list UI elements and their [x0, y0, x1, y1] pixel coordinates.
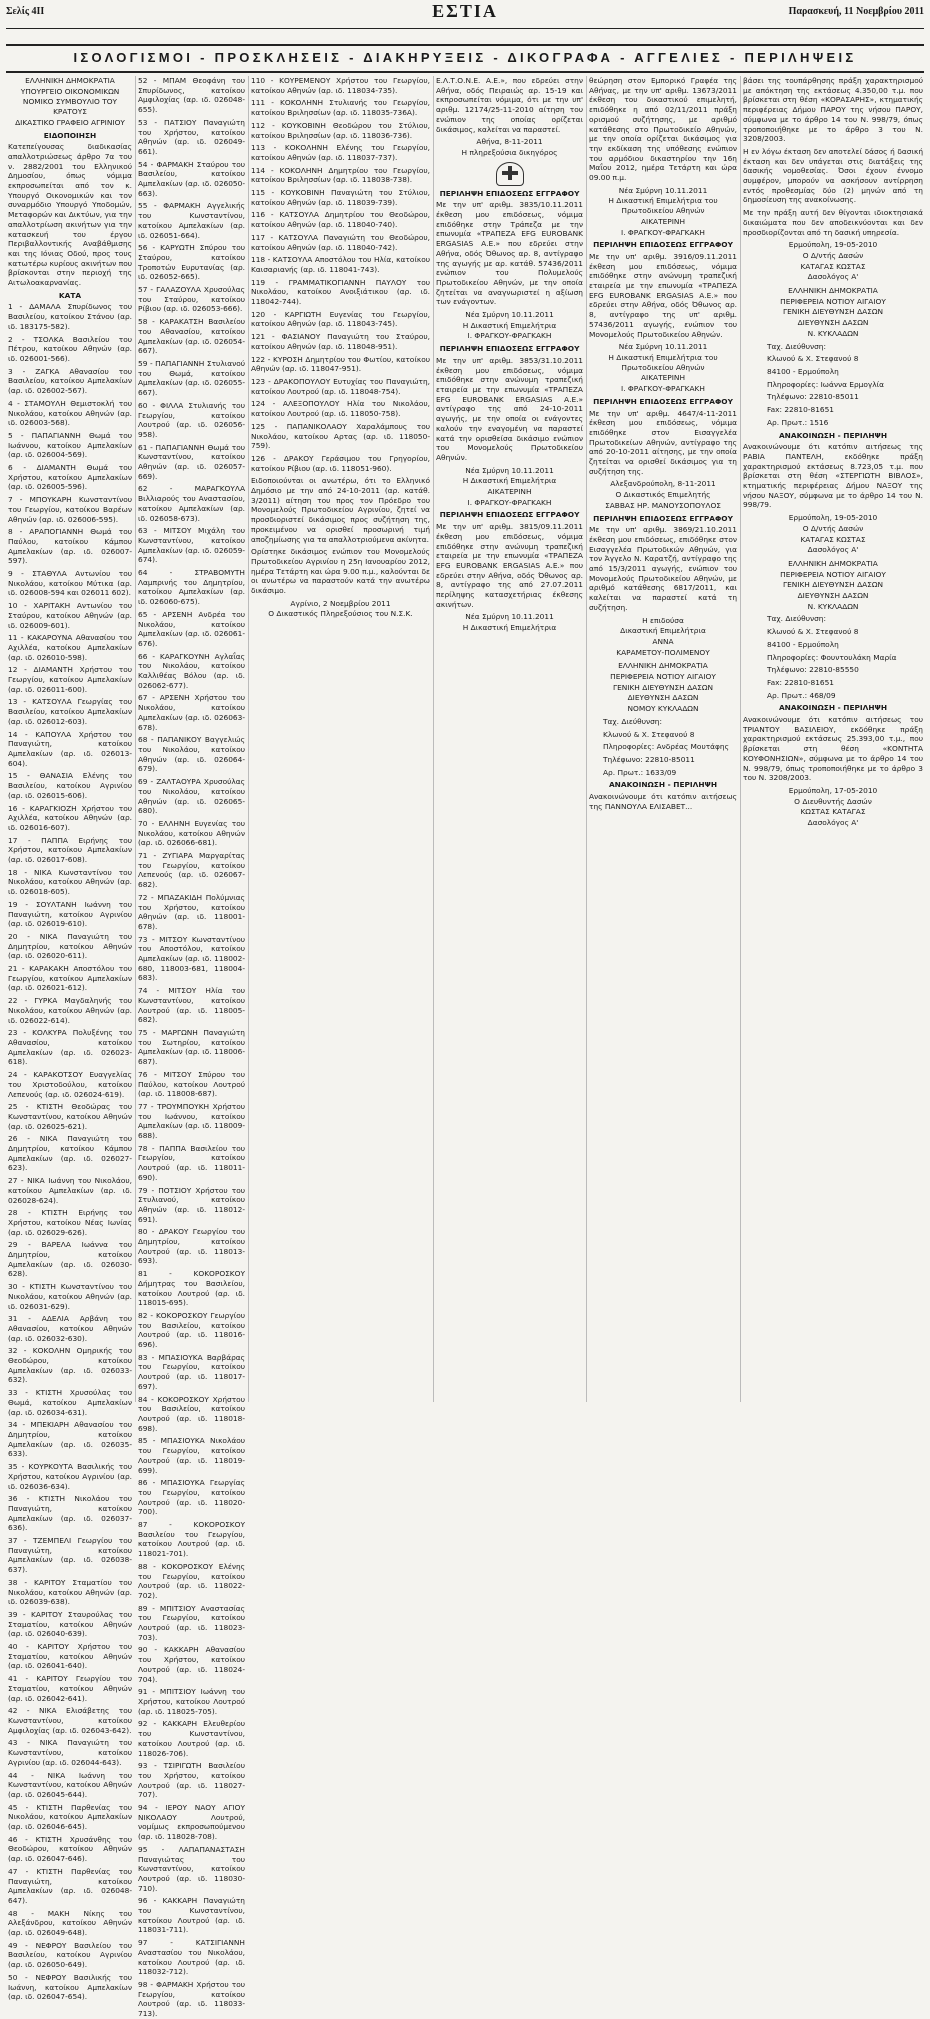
address-line: Τηλέφωνο: 22810-85011 — [767, 392, 859, 402]
notice-heading: ΠΕΡΙΛΗΨΗ ΕΠΙΔΟΣΕΩΣ ΕΓΓΡΑΦΟΥ — [439, 188, 580, 198]
owner-entry: 22 - ΓΥΡΚΑ Μαγδαληνής του Νικολάου, κατοίκου Αθηνών (αρ. ιδ. 026022-614). — [8, 996, 132, 1025]
owner-entry: 11 - ΚΑΚΑΡΟΥΝΑ Αθανασίου του Αχιλλέα, κατοίκου Αμπελακίων (αρ. ιδ. 026010-598). — [8, 633, 132, 662]
owner-entry: 114 - ΚΟΚΟΛΗΝΗ Δημητρίου του Γεωργίου, κατοίκου Βριλησσίων (αρ. ιδ. 118038-738). — [251, 165, 430, 185]
org-line: ΓΕΝΙΚΗ ΔΙΕΥΘΥΝΣΗ ΔΑΣΩΝ — [782, 580, 884, 590]
org-line: ΕΛΛΗΝΙΚΗ ΔΗΜΟΚΡΑΤΙΑ — [788, 286, 878, 296]
owner-list — [138, 76, 245, 2019]
owner-entry: 66 - ΚΑΡΑΓΚΟΥΝΗ Αγλαΐας του Νικολάου, κατοίκου Καλλιθέας Βόλου (αρ. ιδ. 026062-677). — [138, 651, 245, 690]
signature-line: Νέα Σμύρνη 10.11.2011 — [618, 185, 708, 195]
signature-line: Δικαστική Επιμελήτρια — [620, 626, 706, 636]
owner-entry: 47 - ΚΤΙΣΤΗ Παρθενίας του Παναγιώτη, κατοίκου Αμπελακίων (αρ. ιδ. 026048-647). — [8, 1866, 132, 1905]
section-banner: ΙΣΟΛΟΓΙΣΜΟΙ - ΠΡΟΣΚΛΗΣΕΙΣ - ΔΙΑΚΗΡΥΞΕΙΣ - ΔΙΚΟΓΡΑΦΑ - ΑΓΓΕΛΙΕΣ - ΠΕΡΙΛΗΨΕΙΣ — [73, 50, 857, 65]
owner-entry: 21 - ΚΑΡΑΚΑΚΗ Αποστόλου του Γεωργίου, κατοίκου Αμπελακίων (αρ. ιδ. 026021-612). — [8, 964, 132, 993]
top-rule — [6, 28, 924, 29]
owner-entry: 26 - ΝΙΚΑ Παναγιώτη του Δημητρίου, κατοίκου Κάμπου Αμπελακίων (αρ. ιδ. 026027-623). — [8, 1134, 132, 1173]
signature-line: Ο Δ/ντής Δασών — [802, 523, 864, 533]
notice-body: Ειδοποιούνται οι ανωτέρω, ότι το Ελληνικό Δημόσιο με την από 24-10-2011 (αρ. κατάθ. 3/2011) αίτηση του προς τον Πρόεδρο του Μονομελούς Πρωτοδικείου Αγρινίου, ζητεί να προσδιοριστεί δικάσιμος προς συζήτηση της, προκειμένου να ορισθεί προσωρινή τιμή αποζημίωσης για τα απαλλοτριούμενα ακίνητα. — [251, 476, 430, 544]
address-line: Κλωνού & Χ. Στεφανού 8 — [767, 354, 859, 364]
owner-entry: 45 - ΚΤΙΣΤΗ Παρθενίας του Νικολάου, κατοίκου Αμπελακίων (αρ. ιδ. 026046-645). — [8, 1802, 132, 1832]
owner-entry: 28 - ΚΤΙΣΤΗ Ειρήνης του Χρήστου, κατοίκου Νέας Ιωνίας (αρ. ιδ. 026029-626). — [8, 1208, 132, 1237]
notice-heading: ΕΙΔΟΠΟΙΗΣΗ — [43, 130, 97, 140]
kata-heading: ΚΑΤΑ — [58, 290, 82, 300]
notice-body: Ανακοινώνουμε ότι κατόπιν αιτήσεως της ΠΑΝΝΟΥΛΑ ΕΛΙΣΑΒΕΤ... — [589, 792, 737, 811]
notice-body: Ανακοινώνουμε ότι κατόπιν αιτήσεως της ΡΑΒΙΑ ΠΑΝΤΕΛΗ, εκδόθηκε πράξη χαρακτηρισμού εκτάσεως 8.723,05 τ.μ. που βρίσκεται στη θέση «ΣΤΕΡΓΙΩΤΗ ΒΙΒΛΟΣ», κτηματικής περιφέρειας Δήμου ΝΑΞΟΥ της νήσου ΝΑΞΟΥ, σύμφωνα με το άρθρο 14 του Ν. 998/79. — [743, 442, 923, 510]
owner-entry: 41 - ΚΑΡΙΤΟΥ Γεωργίου του Σταματίου, κατοίκου Αθηνών (αρ. ιδ. 026042-641). — [8, 1674, 132, 1703]
address-line: Τηλέφωνο: 22810-85011 — [603, 755, 695, 764]
org-line: ΥΠΟΥΡΓΕΙΟ ΟΙΚΟΝΟΜΙΚΩΝ — [20, 86, 120, 96]
column-3 — [251, 76, 430, 1402]
owner-entry: 37 - ΤΖΕΜΠΕΛΙ Γεωργίου του Παναγιώτη, κατοίκου Αμπελακίων (αρ. ιδ. 026038-637). — [8, 1536, 132, 1575]
owner-entry: 112 - ΚΟΥΚΟΒΙΝΗ Θεοδώρου του Στύλιου, κατοίκου Βριλησσίων (αρ. ιδ. 118036-736). — [251, 120, 430, 140]
signature-line: ΚΩΣΤΑΣ ΚΑΤΑΓΑΣ — [800, 807, 866, 817]
owner-entry: 39 - ΚΑΡΙΤΟΥ Σταυρούλας του Σταματίου, κατοίκου Αθηνών (αρ. ιδ. 026040-639). — [8, 1609, 132, 1639]
owner-entry: 79 - ΠΟΤΣΙΟΥ Χρήστου του Στυλιανού, κατοίκου Αθηνών (αρ. ιδ. 118012-691). — [138, 1185, 245, 1224]
org-line: ΕΛΛΗΝΙΚΗ ΔΗΜΟΚΡΑΤΙΑ — [788, 558, 878, 568]
notice-heading: ΑΝΑΚΟΙΝΩΣΗ - ΠΕΡΙΛΗΨΗ — [608, 780, 718, 790]
org-line: ΕΛΛΗΝΙΚΗ ΔΗΜΟΚΡΑΤΙΑ — [25, 76, 115, 85]
owner-entry: 85 - ΜΠΑΣΙΟΥΚΑ Νικολάου του Γεωργίου, κατοίκου Λουτρού (αρ. ιδ. 118019-699). — [138, 1436, 245, 1475]
owner-entry: 56 - ΚΑΡΥΩΤΗ Σπύρου του Σταύρου, κατοίκου Τροποτών Ευρυτανίας (αρ. ιδ. 026052-665). — [138, 243, 245, 282]
owner-entry: 124 - ΑΛΕΞΟΠΟΥΛΟΥ Ηλία του Νικολάου, κατοίκου Λουτρού (αρ. ιδ. 118050-758). — [251, 399, 430, 419]
owner-entry: 75 - ΜΑΡΓΩΝΗ Παναγιώτη του Σωτηρίου, κατοίκου Αμπελακίων (αρ. ιδ. 118006-687). — [138, 1027, 245, 1067]
newspaper-title: ΕΣΤΙΑ — [432, 1, 498, 21]
owner-entry: 14 - ΚΑΠΟΥΛΑ Χρήστου του Παναγιώτη, κατοίκου Αμπελακίων (αρ. ιδ. 026013-604). — [8, 729, 132, 768]
org-line: ΓΕΝΙΚΗ ΔΙΕΥΘΥΝΣΗ ΔΑΣΩΝ — [612, 682, 714, 692]
page-number: Σελίς 4ΙΙ — [6, 6, 45, 17]
owner-entry: 3 - ΖΑΓΚΑ Αθανασίου του Βασιλείου, κατοίκου Αμπελακίων (αρ. ιδ. 026002-567). — [8, 366, 132, 396]
org-line: ΠΕΡΙΦΕΡΕΙΑ ΝΟΤΙΟΥ ΑΙΓΑΙΟΥ — [780, 569, 886, 579]
owner-entry: 30 - ΚΤΙΣΤΗ Κωνσταντίνου του Νικολάου, κατοίκου Αθηνών (αρ. ιδ. 026031-629). — [8, 1282, 132, 1311]
address-line: Πληροφορίες: Ανδρέας Μουτάφης — [603, 742, 729, 752]
address-line: Fax: 22810-81651 — [767, 677, 835, 687]
signature-line: Η Δικαστική Επιμελήτρια του Πρωτοδικείου Αθηνών — [608, 196, 718, 216]
address-line: Ταχ. Διεύθυνση: — [767, 614, 826, 624]
notice-intro: Κατεπείγουσας διαδικασίας απαλλοτριώσεως άρθρο 7α του ν. 2882/2001 του Ελληνικού Δημοσίου, όπως νόμιμα εκπροσωπείται από τον κ. Υπουργό Οικονομικών και τον συναρμόδιο Υπουργό Υποδομών, Μεταφορών και Δικτύων, για την απαλλοτρίωση ακινήτων για την κατασκευή του έργου Περιβαλλοντικής Αναβάθμισης και της Ιόνιας Οδού, προς τους κατωτέρω κυρίους ακινήτων που βρίσκονται στην περιοχή της Αιτωλοακαρνανίας. — [8, 142, 132, 288]
owner-entry: 53 - ΠΑΤΣΙΟΥ Παναγιώτη του Χρήστου, κατοίκου Αθηνών (αρ. ιδ. 026049-661). — [138, 117, 245, 156]
owner-entry: 49 - ΝΕΦΡΟΥ Βασιλείου του Βασιλείου, κατοίκου Αγρινίου (αρ. ιδ. 026050-649). — [8, 1940, 132, 1970]
owner-entry: 19 - ΣΟΥΛΤΑΝΗ Ιωάννη του Παναγιώτη, κατοίκου Αγρινίου (αρ. ιδ. 026019-610). — [8, 899, 132, 929]
owner-entry: 5 - ΠΑΠΑΓΙΑΝΝΗ Θωμά του Ιωάννου, κατοίκου Αμπελακίων (αρ. ιδ. 026004-569). — [8, 430, 132, 460]
signature-line: Η Δικαστική Επιμελήτρια του Πρωτοδικείου Αθηνών — [608, 352, 718, 372]
signature-line: Δασολόγος Α' — [807, 818, 859, 828]
owner-entry: 64 - ΣΤΡΑΒΟΜΥΤΗ Λαμπρινής του Δημητρίου, κατοίκου Αμπελακίων (αρ. ιδ. 026060-675). — [138, 568, 245, 607]
signature-line: ΑΙΚΑΤΕΡΙΝΗ — [487, 487, 532, 497]
address-line: Κλωνού & Χ. Στεφανού 8 — [603, 729, 695, 739]
owner-entry: 43 - ΝΙΚΑ Παναγιώτη του Κωνσταντίνου, κατοίκου Αγρινίου (αρ. ιδ. 026044-643). — [8, 1738, 132, 1767]
notice-body: Με την υπ' αριθμ. 3835/10.11.2011 έκθεση μου επιδόσεως, νόμιμα επιδόθηκε στην Τράπεζα με την επωνυμία «ΤΡΑΠΕΖΑ EFG EUROBANK ERGASIAS Α.Ε.» που εδρεύει στην Αθήνα, οδός Όθωνος αρ. 8, αντίγραφο της αγωγής με αρ. κατάθ. 57436/2011 ενώπιον του Πολυμελούς Πρωτοδικείου Αθηνών, με την οποία ζητείται να αναγνωριστεί η αξίωση των ενάγοντων. — [436, 200, 583, 307]
notice-body: Με την υπ' αριθμ. 3916/09.11.2011 έκθεση μου επιδόσεως, νόμιμα επιδόθηκε στην ανώνυμη τραπεζική εταιρεία με την επωνυμία «ΤΡΑΠΕΖΑ EFG EUROBANK ERGASIAS Α.Ε.» που εδρεύει στην Αθήνα, οδός Όθωνος αρ. 8, αντίγραφο της υπ' αριθμ. 57436/2011 αγωγής, ενώπιον του Μονομελούς Πρωτοδικείου Αθηνών. — [589, 251, 737, 339]
owner-entry: 116 - ΚΑΤΣΟΥΛΑ Δημητρίου του Θεοδώρου, κατοίκου Αθηνών (αρ. ιδ. 118040-740). — [251, 210, 430, 230]
owner-entry: 6 - ΔΙΑΜΑΝΤΗ Θωμά του Χρήστου, κατοίκου Αμπελακίων (αρ. ιδ. 026005-596). — [8, 463, 132, 492]
column-2 — [138, 76, 245, 2019]
owner-entry: 17 - ΠΑΠΠΑ Ειρήνης του Χρήστου, κατοίκου Αμπελακίων (αρ. ιδ. 026017-608). — [8, 835, 132, 865]
address-line: Αρ. Πρωτ.: 468/09 — [767, 690, 836, 700]
notice-org — [589, 661, 737, 714]
owner-entry: 98 - ΦΑΡΜΑΚΗ Χρήστου του Γεωργίου, κατοίκου Λουτρού (αρ. ιδ. 118033-713). — [138, 1979, 245, 2019]
address-line: Ταχ. Διεύθυνση: — [603, 716, 662, 726]
column-4 — [436, 76, 583, 1402]
notice-body: Ορίστηκε δικάσιμος ενώπιον του Μονομελούς Πρωτοδικείου Αγρινίου η 25η Ιανουαρίου 2012, ημέρα Τετάρτη και ώρα 9.00 π.μ., καλούνται δε οι ανωτέρω να παραστούν κατά την ανωτέρω δικάσιμο. — [251, 547, 430, 596]
owner-entry: 62 - ΜΑΡΑΓΚΟΥΛΑ Βιλλιαρούς του Αναστασίου, κατοίκου Αμπελακίων (αρ. ιδ. 026058-673). — [138, 484, 245, 523]
address-block — [767, 342, 923, 428]
owner-entry: 24 - ΚΑΡΑΚΟΤΣΟΥ Ευαγγελίας του Χριστοδούλου, κατοίκου Λεπενούς (αρ. ιδ. 026024-619). — [8, 1070, 132, 1099]
owner-entry: 50 - ΝΕΦΡΟΥ Βασιλικής του Ιωάννη, κατοίκου Αμπελακίων (αρ. ιδ. 026047-654). — [8, 1972, 132, 2002]
notice-heading: ΠΕΡΙΛΗΨΗ ΕΠΙΔΟΣΕΩΣ ΕΓΓΡΑΦΟΥ — [439, 510, 580, 520]
org-line: ΝΟΜΙΚΟ ΣΥΜΒΟΥΛΙΟ ΤΟΥ ΚΡΑΤΟΥΣ — [22, 97, 118, 117]
signature-line: Δασολόγος Α' — [807, 272, 859, 282]
owner-entry: 38 - ΚΑΡΙΤΟΥ Σταματίου του Νικολάου, κατοίκου Αθηνών (αρ. ιδ. 026039-638). — [8, 1577, 132, 1607]
owner-entry: 122 - ΚΥΡΟΣΗ Δημητρίου του Φωτίου, κατοίκου Αθηνών (αρ. ιδ. 118047-951). — [251, 354, 430, 374]
owner-entry: 115 - ΚΟΥΚΟΒΙΝΗ Παναγιώτη του Στύλιου, κατοίκου Αθηνών (αρ. ιδ. 118039-739). — [251, 188, 430, 207]
owner-entry: 68 - ΠΑΠΑΝΙΚΟΥ Βαγγελιώς του Νικολάου, κατοίκου Αθηνών (αρ. ιδ. 026064-679). — [138, 735, 245, 774]
owner-entry: 15 - ΘΑΝΑΣΙΑ Ελένης του Βασιλείου, κατοίκου Αγρινίου (αρ. ιδ. 026015-606). — [8, 771, 132, 800]
owner-entry: 59 - ΠΑΠΑΓΙΑΝΝΗ Στυλιανού του Θωμά, κατοίκου Αμπελακίων (αρ. ιδ. 026055-667). — [138, 358, 245, 398]
address-line: Fax: 22810-81651 — [767, 405, 835, 415]
notice-body: Με την πράξη αυτή δεν θίγονται ιδιοκτησιακά δικαιώματα που δεν αποδεικνύονται και δεν προσδιορίζονται από τη δασική υπηρεσία. — [743, 208, 923, 237]
owner-entry: 111 - ΚΟΚΟΛΗΝΗ Στυλιανής του Γεωργίου, κατοίκου Βριλησσίων (αρ. ιδ. 118035-736Α). — [251, 98, 430, 118]
notice-heading: ΠΕΡΙΛΗΨΗ ΕΠΙΔΟΣΕΩΣ ΕΓΓΡΑΦΟΥ — [439, 344, 580, 354]
notice-heading: ΠΕΡΙΛΗΨΗ ΕΠΙΔΟΣΕΩΣ ΕΓΓΡΑΦΟΥ — [593, 513, 733, 523]
owner-entry: 42 - ΝΙΚΑ Ελισάβετης του Κωνσταντίνου, κατοίκου Αμφιλοχίας (αρ. ιδ. 026043-642). — [8, 1706, 132, 1735]
owner-entry: 34 - ΜΠΕΚΙΑΡΗ Αθανασίου του Δημητρίου, κατοίκου Αμπελακίων (αρ. ιδ. 026035-633). — [8, 1420, 132, 1459]
signature-line: Ι. ΦΡΑΓΚΟΥ-ΦΡΑΓΚΑΚΗ — [621, 384, 705, 394]
owner-entry: 9 - ΣΤΑΘΥΛΑ Αντωνίου του Νικολάου, κατοίκου Μύτικα (αρ. ιδ. 026008-594 και 026011 602). — [8, 569, 132, 598]
notice-signatory: Η πληρεξούσια δικηγόρος — [461, 147, 558, 157]
owner-entry: 1 - ΔΑΜΑΛΑ Σπυρίδωνος του Βασιλείου, κατοίκου Στάνου (αρ. ιδ. 183175-582). — [8, 302, 132, 331]
owner-entry: 10 - ΧΑΡΙΤΑΚΗ Αντωνίου του Σταύρου, κατοίκου Αθηνών (αρ. ιδ. 026009-601). — [8, 601, 132, 630]
owner-entry: 61 - ΠΑΠΑΓΙΑΝΝΗ Θωμά του Κωνσταντίνου, κατοίκου Αθηνών (αρ. ιδ. 026057-669). — [138, 442, 245, 481]
signature-line: Ο Δικαστικός Επιμελητής — [615, 490, 711, 500]
org-line: ΔΙΚΑΣΤΙΚΟ ΓΡΑΦΕΙΟ ΑΓΡΙΝΙΟΥ — [15, 117, 125, 127]
owner-entry: 123 - ΔΡΑΚΟΠΟΥΛΟΥ Ευτυχίας του Παναγιώτη, κατοίκου Λουτρού (αρ. ιδ. 118048-754). — [251, 376, 430, 396]
owner-entry: 36 - ΚΤΙΣΤΗ Νικολάου του Παναγιώτη, κατοίκου Αμπελακίων (αρ. ιδ. 026037-636). — [8, 1494, 132, 1533]
owner-entry: 44 - ΝΙΚΑ Ιωάννη του Κωνσταντίνου, κατοίκου Αθηνών (αρ. ιδ. 026045-644). — [8, 1770, 132, 1799]
owner-entry: 90 - ΚΑΚΚΑΡΗ Αθανασίου του Χρήστου, κατοίκου Λουτρού (αρ. ιδ. 118024-704). — [138, 1645, 245, 1684]
signature-line: Νέα Σμύρνη 10.11.2011 — [465, 612, 554, 622]
address-line: Τηλέφωνο: 22810-85550 — [767, 665, 859, 675]
signature-line: ΑΙΚΑΤΕΡΙΝΗ — [640, 216, 686, 226]
notice-heading: ΑΝΑΚΟΙΝΩΣΗ - ΠΕΡΙΛΗΨΗ — [778, 703, 888, 713]
owner-entry: 7 - ΜΠΟΥΚΑΡΗ Κωνσταντίνου του Γεωργίου, κατοίκου Βαρέων Αθηνών (αρ. ιδ. 026006-595). — [8, 495, 132, 524]
org-line: ΠΕΡΙΦΕΡΕΙΑ ΝΟΤΙΟΥ ΑΙΓΑΙΟΥ — [610, 672, 716, 682]
owner-entry: 8 - ΑΡΑΠΟΓΙΑΝΝΗ Θωμά του Παύλου, κατοίκου Κάμπου Αμπελακίων (αρ. ιδ. 026007-597). — [8, 527, 132, 566]
owner-entry: 57 - ΓΑΛΑΖΟΥΛΑ Χρυσούλας του Σταύρου, κατοίκου Ρίβιου (αρ. ιδ. 026053-666). — [138, 285, 245, 314]
address-line: 84100 - Ερμούπολη — [767, 639, 839, 649]
notice-body: Ε.Λ.Τ.Ο.Ν.Ε. Α.Ε.», που εδρεύει στην Αθήνα, οδός Πειραιώς αρ. 15-19 και εκπροσωπείται νόμιμα, ότι με την υπ' αριθμ. 12174/25-11-2010 αίτηση του ενώπιον της οποίας ορίζεται δικάσιμος, καλείται να παραστεί. — [436, 76, 583, 134]
notice-body: Με την υπ' αριθμ. 3853/31.10.2011 έκθεση μου επιδόσεως, νόμιμα επιδόθηκε στην ανώνυμη τραπεζική εταιρεία με την επωνυμία «ΤΡΑΠΕΖΑ EFG EUROBANK ERGASIAS Α.Ε.» αντίγραφο της από 24-10-2011 αγωγής, με την οποία οι ενάγοντες καλούν την εναγομένη να παραστεί κατά την ορισθείσα δικάσιμο ενώπιον του Μονομελούς Πρωτοδικείου Αθηνών. — [436, 355, 583, 462]
notice-body: Με την υπ' αριθμ. 4647/4-11-2011 έκθεση μου επιδόσεως, νόμιμα επιδόθηκε στον Εισαγγελέα Πρωτοδικείων Αθηνών, αντίγραφο της από 20-10-2011 αίτησης, με την οποία ζητείται να ορισθεί δικάσιμος για τη συζήτηση της. — [589, 408, 737, 476]
owner-entry: 63 - ΜΙΤΣΟΥ Μιχάλη του Κωνσταντίνου, κατοίκου Αμπελακίων (αρ. ιδ. 026059-674). — [138, 526, 245, 565]
notice-heading: ΑΝΑΚΟΙΝΩΣΗ - ΠΕΡΙΛΗΨΗ — [778, 430, 888, 440]
owner-entry: 86 - ΜΠΑΣΙΟΥΚΑ Γεωργίας του Γεωργίου, κατοίκου Λουτρού (αρ. ιδ. 118020-700). — [138, 1478, 245, 1517]
signature-line: Νέα Σμύρνη 10.11.2011 — [465, 310, 554, 320]
signature-line: Ο Διευθυντής Δασών — [794, 796, 872, 806]
owner-list — [251, 76, 430, 473]
signature-line: Ι. ΦΡΑΓΚΟΥ-ΦΡΑΓΚΑΚΗ — [467, 331, 552, 341]
owner-entry: 117 - ΚΑΤΣΟΥΛΑ Παναγιώτη του Θεοδώρου, κατοίκου Αθηνών (αρ. ιδ. 118040-742). — [251, 232, 430, 252]
owner-entry: 83 - ΜΠΑΣΙΟΥΚΑ Βαρβάρας του Γεωργίου, κατοίκου Λουτρού (αρ. ιδ. 118017-697). — [138, 1352, 245, 1391]
owner-entry: 67 - ΑΡΣΕΝΗ Χρήστου του Νικολάου, κατοίκου Αμπελακίων (αρ. ιδ. 026063-678). — [138, 693, 245, 732]
notice-place-date: Αγρίνιο, 2 Νοεμβρίου 2011 — [290, 598, 391, 608]
owner-entry: 16 - ΚΑΡΑΓΚΙΟΖΗ Χρήστου του Αχιλλέα, κατοίκου Αθηνών (αρ. ιδ. 026016-607). — [8, 803, 132, 832]
owner-entry: 69 - ΖΑΛΤΑΟΥΡΑ Χρυσούλας του Νικολάου, κατοίκου Αθηνών (αρ. ιδ. 026065-680). — [138, 777, 245, 816]
address-line: 84100 - Ερμούπολη — [767, 366, 839, 376]
owner-entry: 52 - ΜΠΑΜ Θεοφάνη του Σπυρίδωνος, κατοίκου Αμφιλοχίας (αρ. ιδ. 026048-655). — [138, 76, 245, 115]
address-line: Αρ. Πρωτ.: 1516 — [767, 417, 829, 427]
address-line: Αρ. Πρωτ.: 1633/09 — [603, 767, 677, 777]
column-divider — [740, 76, 741, 1402]
owner-entry: 18 - ΝΙΚΑ Κωνσταντίνου του Νικολάου, κατοίκου Αθηνών (αρ. ιδ. 026018-605). — [8, 867, 132, 897]
org-line: ΠΕΡΙΦΕΡΕΙΑ ΝΟΤΙΟΥ ΑΙΓΑΙΟΥ — [780, 296, 886, 306]
column-6 — [743, 76, 923, 1402]
org-line: Ν. ΚΥΚΛΑΔΩΝ — [807, 328, 859, 338]
notice-org — [8, 76, 132, 128]
owner-entry: 48 - ΜΑΚΗ Νίκης του Αλεξάνδρου, κατοίκου Αθηνών (αρ. ιδ. 026049-648). — [8, 1908, 132, 1938]
notice-org — [743, 286, 923, 339]
owner-entry: 80 - ΔΡΑΚΟΥ Γεωργίου του Δημητρίου, κατοίκου Λουτρού (αρ. ιδ. 118013-693). — [138, 1227, 245, 1266]
owner-entry: 27 - ΝΙΚΑ Ιωάννη του Νικολάου, κατοίκου Αμπελακίων (αρ. ιδ. 026028-624). — [8, 1176, 132, 1205]
owner-entry: 55 - ΦΑΡΜΑΚΗ Αγγελικής του Κωνσταντίνου, κατοίκου Αμπελακίων (αρ. ιδ. 026051-664). — [138, 201, 245, 240]
address-line: Πληροφορίες: Ιωάννα Ερμογλία — [767, 379, 885, 389]
owner-entry: 58 - ΚΑΡΑΚΑΤΣΗ Βασιλείου του Αθανασίου, κατοίκου Αμπελακίων (αρ. ιδ. 026054-667). — [138, 317, 245, 356]
owner-entry: 89 - ΜΠΙΤΣΙΟΥ Αναστασίας του Γεωργίου, κατοίκου Λουτρού (αρ. ιδ. 118023-703). — [138, 1603, 245, 1642]
owner-entry: 74 - ΜΙΤΣΟΥ Ηλία του Κωνσταντίνου, κατοίκου Λουτρού (αρ. ιδ. 118005-682). — [138, 986, 245, 1025]
notice-body: Με την υπ' αριθμ. 3869/21.10.2011 έκθεση μου επιδόσεως, επιδόθηκε στον Εισαγγελέα Πρωτοδικών Αθηνών, για τον Άγγελο Ν. Καρατζή, αντίγραφο της από 15/3/2011 αγωγής, ενώπιον του Μονομελούς Πρωτοδικείου Αθηνών, με αριθμό κατάθεσης 6817/2011, και καλείται να παραστεί κατά τη συζήτηση. — [589, 525, 737, 612]
notice-org — [743, 559, 923, 612]
owner-entry: 82 - ΚΟΚΟΡΟΣΚΟΥ Γεωργίου του Βασιλείου, κατοίκου Λουτρού (αρ. ιδ. 118016-696). — [138, 1310, 245, 1350]
banner-rule-top — [6, 44, 924, 46]
address-line: Πληροφορίες: Φουντουλάκη Μαρία — [767, 652, 897, 662]
signature-line: Ο Δ/ντής Δασών — [802, 250, 864, 260]
signature-line: Νέα Σμύρνη 10.11.2011 — [618, 342, 708, 352]
owner-entry: 119 - ΓΡΑΜΜΑΤΙΚΟΓΙΑΝΝΗ ΠΑΥΛΟΥ του Νικολάου, κατοίκου Ανοιξιάτικου (αρ. ιδ. 118042-744). — [251, 277, 430, 307]
notice-body: Η εν λόγω έκταση δεν αποτελεί δάσος ή δασική έκταση και δεν υπάγεται στις διατάξεις της δασικής νομοθεσίας. Όσοι έχουν έννομο συμφέρον, μπορούν να ασκήσουν αντίρρηση εντός προθεσμίας δύο (2) μηνών από τη δημοσίευση της ανακοίνωσης. — [743, 146, 923, 205]
owner-entry: 91 - ΜΠΙΤΣΙΟΥ Ιωάννη του Χρήστου, κατοίκου Λουτρού (αρ. ιδ. 118025-705). — [138, 1687, 245, 1716]
owner-entry: 60 - ΦΙΛΛΑ Στυλιανής του Γεωργίου, κατοίκου Λουτρού (αρ. ιδ. 026056-958). — [138, 400, 245, 439]
issue-date: Παρασκευή, 11 Νοεμβρίου 2011 — [788, 6, 924, 17]
owner-entry: 88 - ΚΟΚΟΡΟΣΚΟΥ Ελένης του Γεωργίου, κατοίκου Λουτρού (αρ. ιδ. 118022-702). — [138, 1561, 245, 1600]
owner-entry: 72 - ΜΠΑΖΑΚΙΔΗ Πολύμνιας του Χρήστου, κατοίκου Αθηνών (αρ. ιδ. 118001-678). — [138, 892, 245, 931]
address-line: Ταχ. Διεύθυνση: — [767, 341, 826, 351]
signature-line: Ερμούπολη, 19-05-2010 — [788, 513, 878, 523]
greek-state-emblem-icon — [496, 162, 524, 186]
signature-line: Αλεξανδρούπολη, 8-11-2011 — [610, 479, 716, 489]
org-line: ΔΙΕΥΘΥΝΣΗ ΔΑΣΩΝ — [797, 591, 869, 601]
notice-body: Με την υπ' αριθμ. 3815/09.11.2011 έκθεση μου επιδόσεως, νόμιμα επιδόθηκε στην ανώνυμη τραπεζική εταιρεία με την επωνυμία «ΤΡΑΠΕΖΑ EFG EUROBANK ERGASIAS Α.Ε.» που εδρεύει στην Αθήνα, οδός Όθωνος αρ. 8, αντίγραφο της από 27.07.2011 περίληψης κατασχετήριας έκθεσης ακινήτων. — [436, 522, 583, 609]
signature-line: ΚΑΡΑΜΕΤΟΥ-ΠΟΛΙΜΕΝΟΥ — [616, 647, 710, 657]
column-divider — [135, 76, 136, 1402]
owner-entry: 92 - ΚΑΚΚΑΡΗ Ελευθερίου του Κωνσταντίνου, κατοίκου Λουτρού (αρ. ιδ. 118026-706). — [138, 1719, 245, 1758]
notice-signatory: Ο Δικαστικός Πληρεξούσιος του Ν.Σ.Κ. — [268, 609, 413, 619]
notice-heading: ΠΕΡΙΛΗΨΗ ΕΠΙΔΟΣΕΩΣ ΕΓΓΡΑΦΟΥ — [593, 396, 733, 406]
column-5 — [589, 76, 737, 1402]
address-line: Κλωνού & Χ. Στεφανού 8 — [767, 627, 859, 637]
owner-entry: 4 - ΣΤΑΜΟΥΛΗ Θεμιστοκλή του Νικολάου, κατοίκου Αθηνών (αρ. ιδ. 026003-568). — [8, 398, 132, 428]
owner-entry: 94 - ΙΕΡΟΥ ΝΑΟΥ ΑΓΙΟΥ ΝΙΚΟΛΑΟΥ Λουτρού, νομίμως εκπροσωπούμενου (αρ. ιδ. 118028-708). — [138, 1803, 245, 1842]
owner-entry: 96 - ΚΑΚΚΑΡΗ Παναγιώτη του Κωνσταντίνου, κατοίκου Λουτρού (αρ. ιδ. 118031-711). — [138, 1896, 245, 1935]
owner-entry: 35 - ΚΟΥΡΚΟΥΤΑ Βασιλικής του Χρήστου, κατοίκου Αγρινίου (αρ. ιδ. 026036-634). — [8, 1462, 132, 1491]
signature-line: Η Δικαστική Επιμελήτρια — [462, 320, 557, 330]
signature-line: ΑΙΚΑΤΕΡΙΝΗ — [640, 373, 686, 383]
owner-entry: 113 - ΚΟΚΟΛΗΝΗ Ελένης του Γεωργίου, κατοίκου Αθηνών (αρ. ιδ. 118037-737). — [251, 143, 430, 162]
owner-entry: 121 - ΦΑΣΙΑΝΟΥ Παναγιώτη του Σταύρου, κατοίκου Αθηνών (αρ. ιδ. 118048-951). — [251, 332, 430, 351]
owner-entry: 110 - ΚΟΥΡΕΜΕΝΟΥ Χρήστου του Γεωργίου, κατοίκου Αθηνών (αρ. ιδ. 118034-735). — [251, 76, 430, 95]
org-line: ΔΙΕΥΘΥΝΣΗ ΔΑΣΩΝ — [627, 693, 699, 703]
owner-entry: 25 - ΚΤΙΣΤΗ Θεοδώρας του Κωνσταντίνου, κατοίκου Αθηνών (αρ. ιδ. 026025-621). — [8, 1102, 132, 1131]
owner-entry: 125 - ΠΑΠΑΝΙΚΟΛΑΟΥ Χαραλάμπους του Νικολάου, κατοίκου Αρτας (αρ. ιδ. 118050-759). — [251, 421, 430, 451]
column-divider — [248, 76, 249, 1402]
owner-entry: 118 - ΚΑΤΣΟΥΛΑ Αποστόλου του Ηλία, κατοίκου Καισαριανής (αρ. ιδ. 118041-743). — [251, 255, 430, 274]
org-line: ΕΛΛΗΝΙΚΗ ΔΗΜΟΚΡΑΤΙΑ — [618, 661, 708, 671]
owner-entry: 40 - ΚΑΡΙΤΟΥ Χρήστου του Σταματίου, κατοίκου Αθηνών (αρ. ιδ. 026041-640). — [8, 1642, 132, 1671]
owner-entry: 31 - ΑΔΕΛΙΑ Αρβάνη του Αθανασίου, κατοίκου Αθηνών (αρ. ιδ. 026032-630). — [8, 1314, 132, 1343]
signature-line: Ερμούπολη, 19-05-2010 — [788, 240, 878, 250]
owner-entry: 2 - ΤΣΟΛΚΑ Βασιλείου του Πέτρου, κατοίκου Αθηνών (αρ. ιδ. 026001-566). — [8, 334, 132, 363]
column-divider — [433, 76, 434, 1402]
signature-line: ΣΑΒΒΑΣ ΗΡ. ΜΑΝΟΥΣΟΠΟΥΛΟΣ — [605, 500, 721, 510]
owner-entry: 65 - ΑΡΣΕΝΗ Ανδρέα του Νικολάου, κατοίκου Αμπελακίων (αρ. ιδ. 026061-676). — [138, 609, 245, 648]
notice-place-date: Αθήνα, 8-11-2011 — [476, 137, 543, 147]
owner-entry: 95 - ΛΑΠΑΠΑΝΑΣΤΑΣΗ Παναγιώτας του Κωνσταντίνου, κατοίκου Λουτρού (αρ. ιδ. 118030-710). — [138, 1844, 245, 1893]
signature-line: Δασολόγος Α' — [807, 545, 859, 555]
notice-body: θεώρηση στον Εμπορικό Γραφέα της Αθήνας, με την υπ' αριθμ. 13673/2011 έκθεση του δικαστικού επιμελητή, επιδόθηκε η από 02/11/2011 πράξη ορισμού συζήτησης, με αριθμό κατάθεσης στο Πρωτοδικείο Αθηνών, με την οποία ορίζεται δικάσιμος για την εκδίκαση της υπόθεσης ενώπιον του αρμόδιου δικαστηρίου την 16η Μαΐου 2012, ημέρα Τετάρτη και ώρα 09.00 π.μ. — [589, 76, 737, 183]
owner-entry: 78 - ΠΑΠΠΑ Βασιλείου του Γεωργίου, κατοίκου Λουτρού (αρ. ιδ. 118011-690). — [138, 1143, 245, 1182]
owner-entry: 70 - ΕΛΛΗΝΗ Ευγενίας του Νικολάου, κατοίκου Αθηνών (αρ. ιδ. 026066-681). — [138, 818, 245, 848]
owner-entry: 93 - ΤΣΙΡΙΓΩΤΗ Βασιλείου του Χρήστου, κατοίκου Λουτρού (αρ. ιδ. 118027-707). — [138, 1761, 245, 1800]
column-divider — [586, 76, 587, 1402]
address-block — [767, 614, 923, 700]
signature-line: Ι. ΦΡΑΓΚΟΥ-ΦΡΑΓΚΑΚΗ — [467, 497, 552, 507]
signature-line: Νέα Σμύρνη 10.11.2011 — [465, 465, 554, 475]
owner-entry: 29 - ΒΑΡΕΛΑ Ιωάννα του Δημητρίου, κατοίκου Αμπελακίων (αρ. ιδ. 026030-628). — [8, 1240, 132, 1279]
signature-line: ΚΑΤΑΓΑΣ ΚΩΣΤΑΣ — [800, 534, 866, 544]
owner-entry: 120 - ΚΑΡΓΙΩΤΗ Ευγενίας του Γεωργίου, κατοίκου Αθηνών (αρ. ιδ. 118043-745). — [251, 309, 430, 329]
owner-entry: 84 - ΚΟΚΟΡΟΣΚΟΥ Χρήστου του Βασιλείου, κατοίκου Λουτρού (αρ. ιδ. 118018-698). — [138, 1394, 245, 1433]
owner-entry: 33 - ΚΤΙΣΤΗ Χρυσούλας του Θωμά, κατοίκου Αμπελακίων (αρ. ιδ. 026034-631). — [8, 1388, 132, 1417]
owner-entry: 76 - ΜΙΤΣΟΥ Σπύρου του Παύλου, κατοίκου Λουτρού (αρ. ιδ. 118008-687). — [138, 1069, 245, 1099]
owner-entry: 23 - ΚΟΛΚΥΡΑ Πολυξένης του Αθανασίου, κατοίκου Αμπελακίων (αρ. ιδ. 026023-618). — [8, 1028, 132, 1067]
owner-entry: 32 - ΚΟΚΟΛΗΝ Ομηρικής του Θεοδώρου, κατοίκου Αμπελακίων (αρ. ιδ. 026033-632). — [8, 1346, 132, 1385]
org-line: ΝΟΜΟΥ ΚΥΚΛΑΔΩΝ — [627, 704, 699, 714]
owner-entry: 81 - ΚΟΚΟΡΟΣΚΟΥ Δήμητρας του Βασιλείου, κατοίκου Λουτρού (αρ. ιδ. 118015-695). — [138, 1269, 245, 1308]
address-block — [603, 717, 737, 778]
owner-list — [8, 302, 132, 2002]
masthead — [0, 0, 930, 22]
owner-entry: 87 - ΚΟΚΟΡΟΣΚΟΥ Βασιλείου του Γεωργίου, κατοίκου Λουτρού (αρ. ιδ. 118021-701). — [138, 1520, 245, 1559]
owner-entry: 71 - ΖΥΓΙΑΡΑ Μαργαρίτας του Γεωργίου, κατοίκου Λεπενούς (αρ. ιδ. 026067-682). — [138, 851, 245, 890]
owner-entry: 13 - ΚΑΤΣΟΥΛΑ Γεωργίας του Βασιλείου, κατοίκου Αμπελακίων (αρ. ιδ. 026012-603). — [8, 697, 132, 726]
org-line: ΔΙΕΥΘΥΝΣΗ ΔΑΣΩΝ — [797, 318, 869, 328]
owner-entry: 12 - ΔΙΑΜΑΝΤΗ Χρήστου του Γεωργίου, κατοίκου Αμπελακίων (αρ. ιδ. 026011-600). — [8, 665, 132, 694]
signature-line: Ερμούπολη, 17-05-2010 — [788, 786, 878, 795]
owner-entry: 20 - ΝΙΚΑ Παναγιώτη του Δημητρίου, κατοίκου Αθηνών (αρ. ιδ. 026020-611). — [8, 931, 132, 961]
org-line: Ν. ΚΥΚΛΑΔΩΝ — [807, 601, 859, 611]
signature-line: ΑΝΝΑ — [652, 636, 674, 646]
owner-entry: 73 - ΜΙΤΣΟΥ Κωνσταντίνου του Αποστόλου, κατοίκου Αμπελακίων (αρ. ιδ. 118002-680, 118003-681, 118004-683). — [138, 934, 245, 983]
signature-line: Η Δικαστική Επιμελήτρια — [462, 623, 557, 633]
banner-rule-bottom — [6, 71, 924, 73]
notice-heading: ΠΕΡΙΛΗΨΗ ΕΠΙΔΟΣΕΩΣ ΕΓΓΡΑΦΟΥ — [593, 240, 733, 250]
owner-entry: 126 - ΔΡΑΚΟΥ Γεράσιμου του Γρηγορίου, κατοίκου Ρίβιου (αρ. ιδ. 118051-960). — [251, 453, 430, 473]
owner-entry: 97 - ΚΑΤΣΙΓΙΑΝΝΗ Αναστασίου του Νικολάου, κατοίκου Λουτρού (αρ. ιδ. 118032-712). — [138, 1938, 245, 1977]
notice-body: βάσει της τουπάρθησης πράξη χαρακτηρισμού με απόκτηση της εκτάσεως 4.350,00 τ.μ. που βρίσκεται στη θέση «ΚΟΡΑΣΑΡΗΣ», κτηματικής περιφέρειας Δήμου ΠΑΡΟΥ της νήσου ΠΑΡΟΥ, σύμφωνα με το άρθρο 14 του Ν. 998/79, όπως τροποποιήθηκε με το άρθρο 3 του Ν. 3208/2003. — [743, 76, 923, 144]
signature-line: Ι. ΦΡΑΓΚΟΥ-ΦΡΑΓΚΑΚΗ — [621, 227, 705, 237]
owner-entry: 46 - ΚΤΙΣΤΗ Χρυσάνθης του Θεοδώρου, κατοίκου Αθηνών (αρ. ιδ. 026047-646). — [8, 1834, 132, 1864]
column-1 — [8, 76, 132, 2002]
owner-entry: 77 - ΤΡΟΥΜΠΟΥΚΗ Χρήστου του Ιωάννου, κατοίκου Αμπελακίων (αρ. ιδ. 118009-688). — [138, 1101, 245, 1141]
signature-line: ΚΑΤΑΓΑΣ ΚΩΣΤΑΣ — [800, 261, 866, 271]
signature-line: Η Δικαστική Επιμελήτρια — [462, 476, 557, 486]
owner-entry: 54 - ΦΑΡΜΑΚΗ Σταύρου του Βασιλείου, κατοίκου Αμπελακίων (αρ. ιδ. 026050-663). — [138, 159, 245, 198]
signature-line: Η επιδούσα — [642, 615, 684, 625]
notice-body: Ανακοινώνουμε ότι κατόπιν αιτήσεως του ΤΡΙΑΝΤΟΥ ΒΑΣΙΛΕΙΟΥ, εκδόθηκε πράξη χαρακτηρισμού εκτάσεως 25.393,00 τ.μ., που βρίσκεται στη θέση «ΚΟΝΤΗΤΑ ΚΟΥΦΟΝΗΣΙΩΝ», σύμφωνα με το άρθρο 14 του Ν. 998/79, όπως τροποποιήθηκε με το άρθρο 3 του Ν. 3208/2003. — [743, 715, 923, 783]
org-line: ΓΕΝΙΚΗ ΔΙΕΥΘΥΝΣΗ ΔΑΣΩΝ — [782, 307, 884, 317]
